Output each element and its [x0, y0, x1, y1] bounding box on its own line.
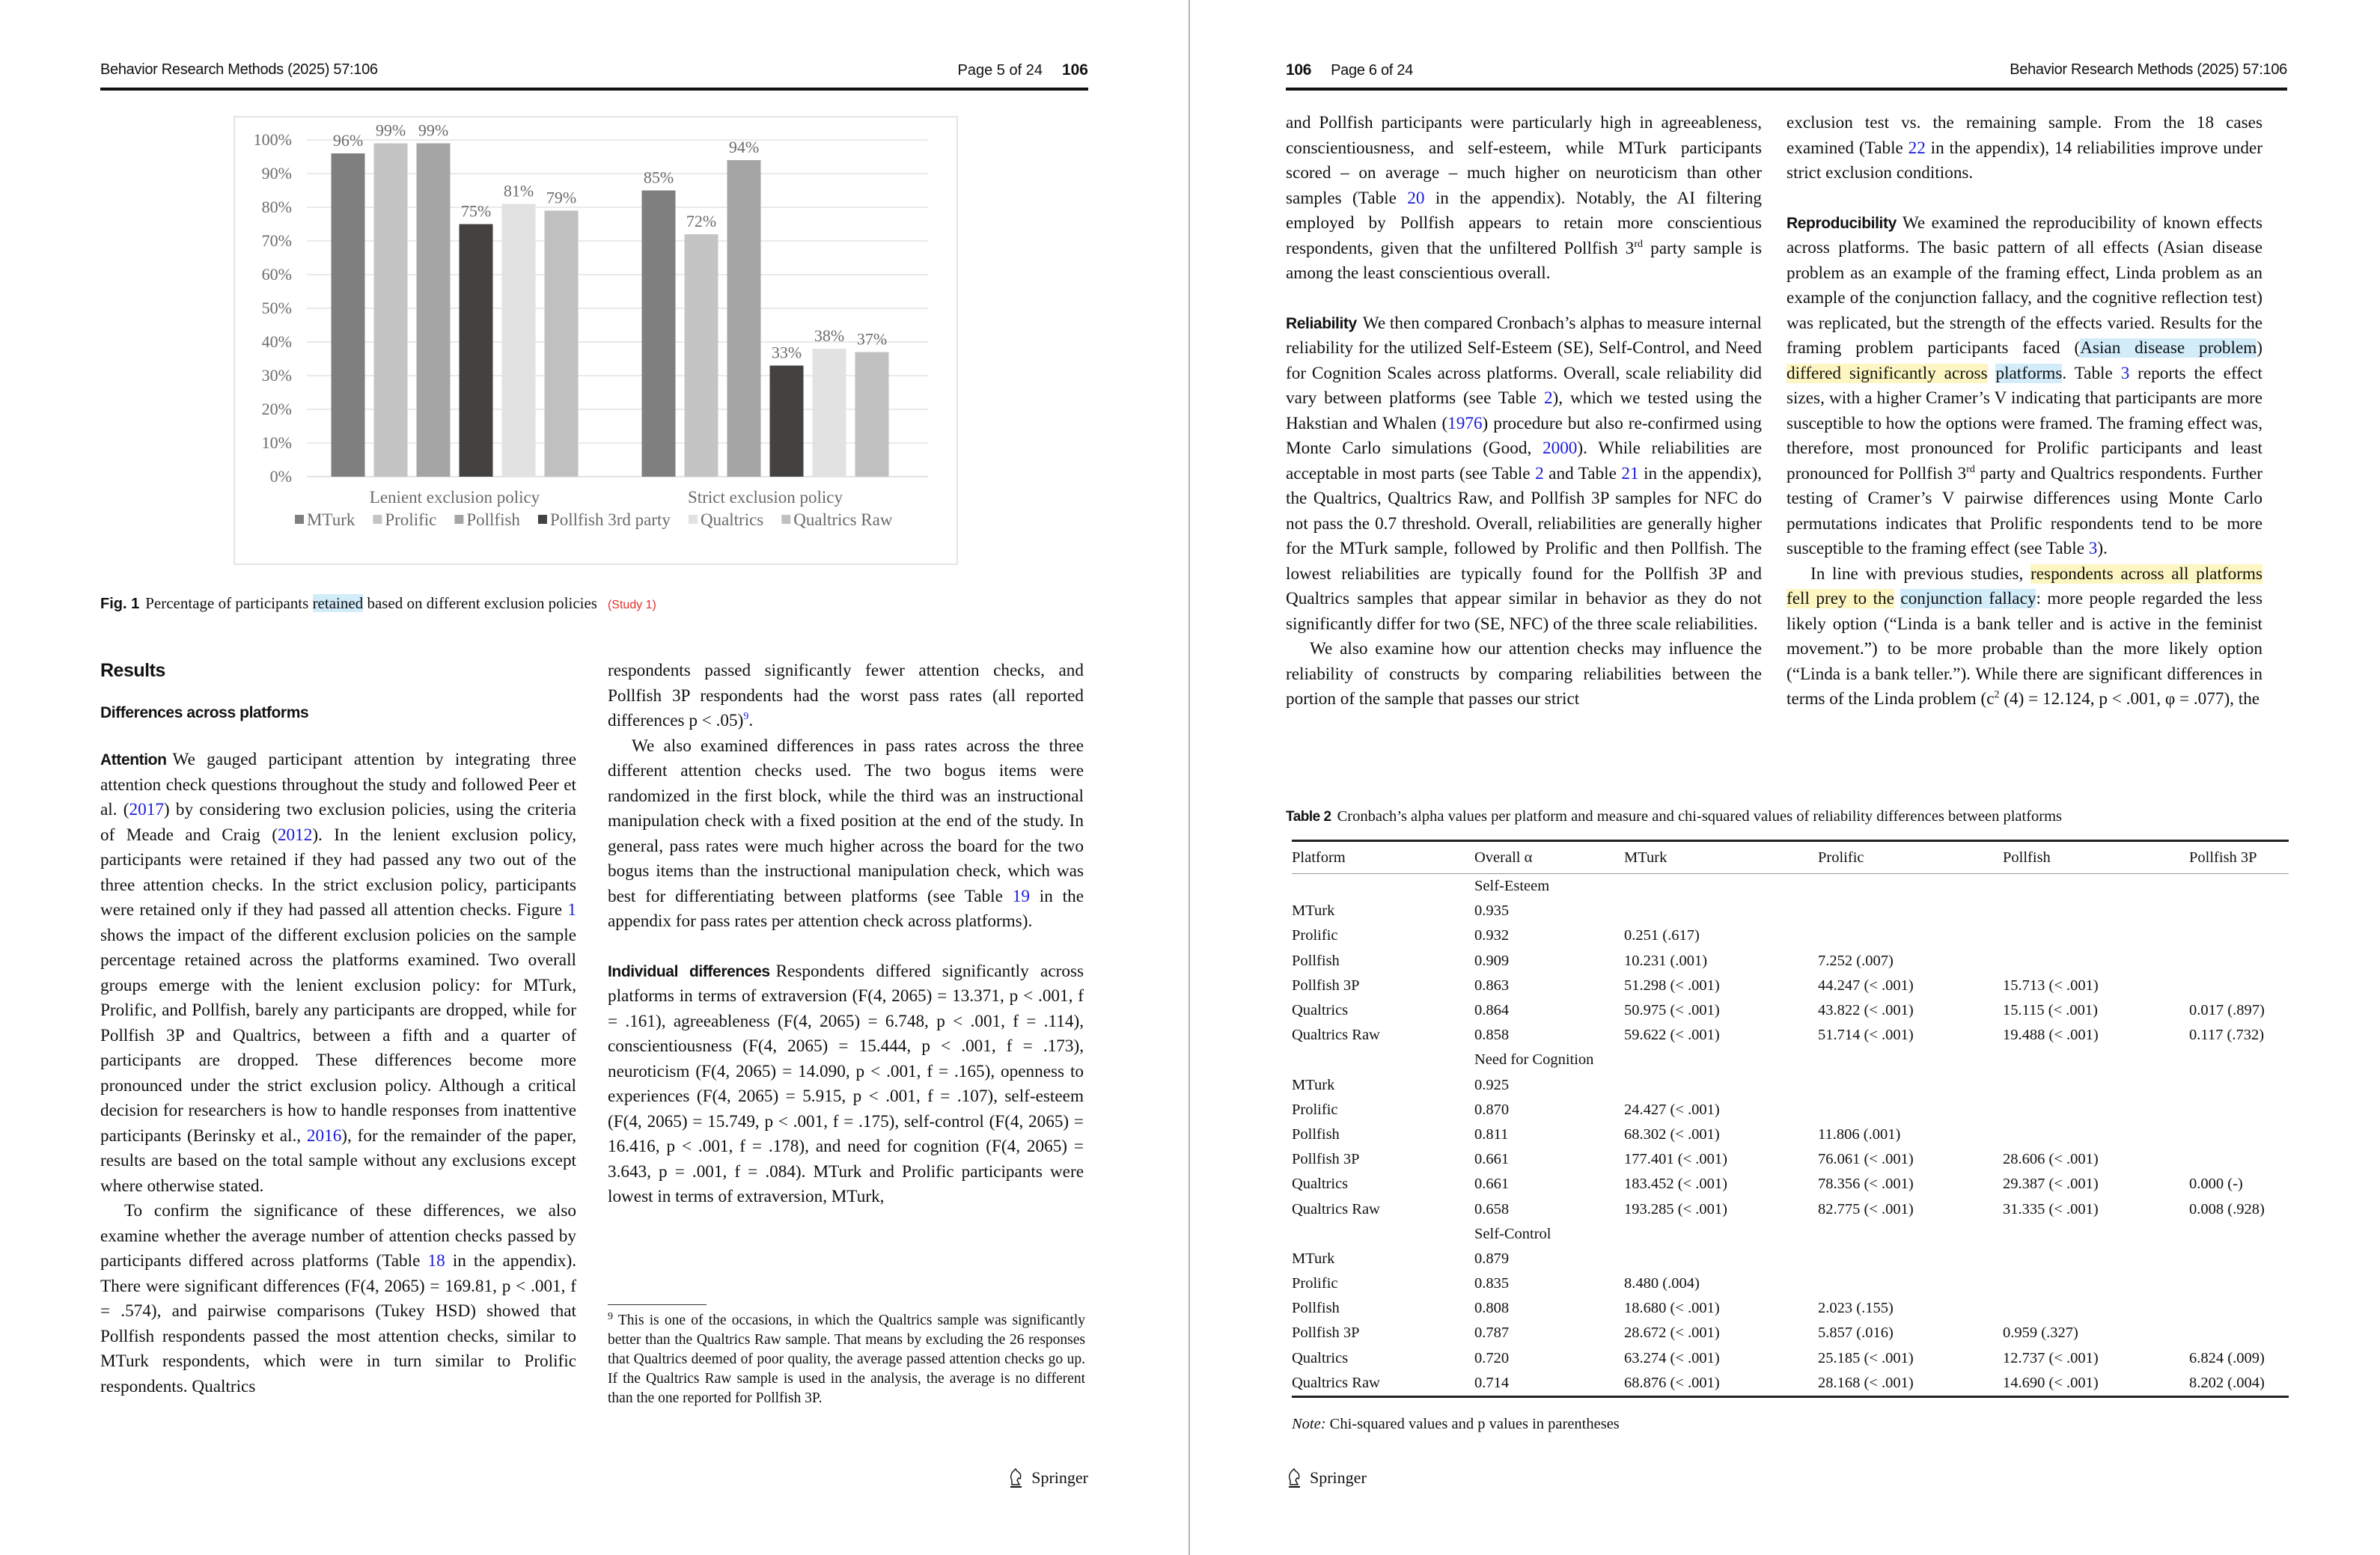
table-cell: 15.115 (< .001): [2003, 1002, 2098, 1019]
table-cell: 0.811: [1474, 1125, 1509, 1143]
paragraph-conjunction: In line with previous studies, respondents across all platforms fell prey to the conjunction fallacy: more people regarded the less likely option (“Linda is a bank teller and is active in the feminist movement.”) to be more probable than the more likely option (“Linda is a bank teller.”). While there are significant differences in terms of the Linda problem ($c^2$ (4) = 12.124, p < .001, φ = .077), the: [1786, 563, 2262, 709]
citation-link[interactable]: 2012: [277, 825, 313, 845]
table-row: [1292, 1197, 2289, 1221]
data-label: 38%: [814, 326, 845, 345]
table-cell: 31.335 (< .001): [2003, 1200, 2099, 1218]
table-row: [1292, 899, 2289, 923]
table-cell: [1624, 899, 1818, 923]
row-platform: MTurk: [1292, 902, 1335, 920]
table-cell: [2189, 1247, 2289, 1271]
row-platform: Pollfish: [1292, 1300, 1340, 1317]
table-row: [1292, 1247, 2289, 1271]
category-label: Lenient exclusion policy: [369, 488, 540, 507]
header-rule: [1286, 88, 2287, 91]
legend-entry: Qualtrics: [700, 510, 764, 529]
paragraph-continued: and Pollfish participants were particularly high in agreeableness, conscientiousness, and self-esteem, while MTurk participants scored – on average – much higher on neuroticism than other samples (Table 20 in the appendix). Notably, the AI filtering employed by Pollfish appears to retain more conscientious respondents, given that the unfiltered Pollfish 3rd party sample is among the least conscientious overall.: [1286, 113, 1763, 283]
row-platform: MTurk: [1292, 1076, 1335, 1093]
table-cell: [2189, 1073, 2289, 1098]
section-row: [1292, 1048, 2289, 1072]
table-cell: 24.427 (< .001): [1624, 1101, 1720, 1118]
y-tick-label: 10%: [261, 433, 292, 452]
section-heading-results: Results: [100, 660, 165, 681]
table-cell: 14.690 (< .001): [2003, 1371, 2189, 1397]
running-head-journal: Behavior Research Methods (2025) 57:106: [100, 61, 378, 78]
section-row: [1292, 874, 2289, 899]
y-tick-label: 40%: [261, 332, 292, 351]
data-label: 85%: [643, 168, 674, 187]
row-platform: Prolific: [1292, 927, 1338, 944]
legend-entry: Pollfish: [466, 510, 520, 529]
running-head-page-info: [958, 61, 1088, 79]
y-tick-label: 20%: [261, 400, 292, 418]
figure-caption: Fig. 1 Percentage of participants retained based on different exclusion policies (Study 1): [100, 594, 656, 612]
table-cell: [2189, 949, 2289, 974]
legend-swatch: [295, 515, 304, 524]
bar-qualtrics: [813, 349, 846, 477]
table-link[interactable]: 2: [1535, 463, 1544, 483]
legend-swatch: [538, 515, 547, 524]
table-cell: 2.023 (.155): [1818, 1300, 1894, 1317]
legend-swatch: [373, 515, 382, 524]
row-platform: MTurk: [1292, 1250, 1335, 1267]
table-caption: Table 2 Cronbach’s alpha values per platform and measure and chi-squared values of reliability differences between platforms: [1286, 808, 2063, 825]
table-cell: 7.252 (.007): [1818, 952, 1894, 969]
table-cell: 0.661: [1474, 1151, 1510, 1168]
table-cell: 0.925: [1474, 1076, 1510, 1093]
table-label: Table 2: [1286, 809, 1331, 825]
running-head-journal: Behavior Research Methods (2025) 57:106: [2010, 61, 2287, 78]
table-cell: [2189, 1147, 2289, 1172]
table-link[interactable]: 3: [2120, 363, 2130, 383]
table-cell: 0.864: [1474, 1002, 1510, 1019]
y-tick-label: 70%: [261, 231, 292, 250]
table-cell: 0.720: [1474, 1349, 1510, 1366]
right-column-2: [1786, 111, 2262, 712]
column-header: Prolific: [1818, 841, 2003, 874]
table-row: [1292, 1147, 2289, 1172]
table-link[interactable]: 21: [1621, 463, 1639, 483]
table-cell: [2189, 899, 2289, 923]
data-label: 99%: [375, 120, 406, 140]
bar-pollfish: [727, 160, 761, 477]
highlight-retained[interactable]: retained: [312, 594, 364, 612]
table-cell: 68.876 (< .001): [1624, 1371, 1818, 1397]
table-row: [1292, 1321, 2289, 1345]
table-cell: 0.808: [1474, 1300, 1510, 1317]
bar-prolific: [685, 234, 718, 477]
page-left: [0, 0, 1189, 1555]
table-cell: 28.168 (< .001): [1818, 1371, 2003, 1397]
table-cell: [1818, 1247, 2003, 1271]
table-cell: [2003, 1271, 2189, 1296]
table-cell: 0.935: [1474, 902, 1510, 920]
table-link[interactable]: 22: [1908, 138, 1926, 158]
table-cell: [1818, 899, 2003, 923]
table-note: Note: Chi-squared values and p values in parentheses: [1292, 1416, 1620, 1432]
table-cell: 0.661: [1474, 1176, 1510, 1193]
table-cell: 29.387 (< .001): [2003, 1176, 2099, 1193]
table-row: [1292, 1172, 2289, 1197]
table-row: [1292, 998, 2289, 1023]
table-cell: [1818, 1098, 2003, 1122]
row-platform: Pollfish 3P: [1292, 977, 1360, 994]
legend-swatch: [689, 515, 698, 524]
paragraph-continued: respondents passed significantly fewer attention checks, and Pollfish 3P respondents had the worst pass rates (all reported differences p < .05)$^9$.: [608, 661, 1084, 730]
section-label: Need for Cognition: [1474, 1051, 1594, 1069]
paragraph-attention-reliability: We also examine how our attention checks may influence the reliability of constructs by comparing reliabilities between the portion of the sample that passes our strict: [1286, 639, 1762, 709]
highlight-differed[interactable]: differed significantly across: [1786, 363, 1988, 383]
row-platform: Pollfish: [1292, 952, 1340, 969]
table-cell: 28.672 (< .001): [1624, 1325, 1720, 1342]
data-label: 81%: [503, 181, 534, 201]
table-cell: 82.775 (< .001): [1818, 1200, 1914, 1218]
footnote-9: $^9$ This is one of the occasions, in which the Qualtrics sample was significantly better than the Qualtrics Raw sample. That means by excluding the 26 responses that Qualtrics deemed of poor quality, the average passed attention checks go up. If the Qualtrics Raw sample is used in the analysis, the average is no different than the one reported for Pollfish 3P.: [608, 1310, 1085, 1406]
table-link[interactable]: 18: [427, 1251, 445, 1271]
table-row: [1292, 1296, 2289, 1321]
page-of-label: Page 6 of 24: [1331, 62, 1413, 79]
table-cell: 18.680 (< .001): [1624, 1300, 1720, 1317]
table-cell: 0.879: [1474, 1250, 1510, 1267]
table-cell: 6.824 (.009): [2189, 1349, 2265, 1366]
data-label: 33%: [771, 343, 802, 362]
table-cell: 0.932: [1474, 927, 1510, 944]
paragraph-pass-rates: We also examined differences in pass rates across the three different attention checks used. The two bogus items were randomized in the first block, while the third was an instructional manipulation check with a fixed position at the end of the study. In general, pass rates were much higher across the board for the two bogus items than the instructional manipulation check, which was best for differentiating between platforms (see Table 19 in the appendix for pass rates per attention check across platforms).: [608, 736, 1084, 931]
table-row: [1292, 949, 2289, 974]
figure-label: Fig. 1: [100, 596, 140, 612]
table-row: [1292, 1098, 2289, 1122]
running-head-page-info: [1286, 61, 1413, 79]
table-cell: [2003, 949, 2189, 974]
legend-entry: Prolific: [385, 510, 437, 529]
table-cell: 8.480 (.004): [1624, 1275, 1700, 1292]
table-cell: [2189, 974, 2289, 998]
bar-pollfish-3rd-party: [460, 224, 493, 477]
table-cell: 5.857 (.016): [1818, 1325, 1894, 1342]
bar-qualtrics: [502, 204, 536, 477]
highlight-respondents[interactable]: respondents across all platforms fell prey to the: [1786, 563, 2262, 608]
paragraph-attention: Attention We gauged participant attention by integrating three attention check questions throughout the study and followed Peer et al. (2017) by considering two exclusion policies, using the criteria of Meade and Craig (2012). In the lenient exclusion policy, participants were retained if they had passed any two out of the three attention checks. In the strict exclusion policy, participants were retained only if they had passed all attention checks. Figure 1 shows the impact of the different exclusion policies on the sample percentage retained across the platforms examined. Two overall groups emerge with the lenient exclusion policy: for MTurk, Prolific, and Pollfish, barely any participants are dropped, while for Pollfish 3P and Qualtrics, between a fifth and a quarter of participants are dropped. These differences become more pronounced under the strict exclusion policy. Although a critical decision for researchers is how to handle responses from inattentive participants (Berinsky et al., 2016), for the remainder of the paper, results are based on the total sample without any exclusions except where otherwise stated.: [100, 750, 576, 1196]
legend-swatch: [454, 515, 463, 524]
table-cell: 0.835: [1474, 1275, 1510, 1292]
row-platform: Pollfish 3P: [1292, 1151, 1360, 1168]
table-link[interactable]: 2: [1543, 388, 1553, 408]
paragraph-significance: To confirm the significance of these differences, we also examine whether the average number of attention checks passed by participants differed across platforms (Table 18 in the appendix). There were significant differences (F(4, 2065) = 169.81, p < .001, f = .574), and pairwise comparisons (Tukey HSD) showed that Pollfish respondents passed the most attention checks, similar to MTurk respondents, which were in turn similar to Prolific respondents. Qualtrics: [100, 1201, 576, 1396]
table-row: [1292, 974, 2289, 998]
data-label: 79%: [546, 188, 577, 207]
table-cell: [2003, 923, 2189, 948]
right-column-1: [1286, 111, 1762, 712]
table-cell: [2189, 1296, 2289, 1321]
table-cell: 43.822 (< .001): [1818, 1002, 1914, 1019]
column-header: Pollfish 3P: [2189, 841, 2289, 874]
citation-link[interactable]: 1976: [1447, 413, 1483, 433]
highlight-asian-disease[interactable]: Asian disease problem: [2080, 338, 2257, 358]
table-cell: 68.302 (< .001): [1624, 1125, 1720, 1143]
category-label: Strict exclusion policy: [688, 488, 843, 507]
table-cell: 0.251 (.617): [1624, 927, 1700, 944]
table-link[interactable]: 20: [1407, 188, 1425, 208]
legend-entry: Pollfish 3rd party: [549, 510, 671, 529]
table-cell: 51.298 (< .001): [1624, 977, 1720, 994]
table-cell: 0.000 (-): [2189, 1176, 2243, 1193]
y-tick-label: 60%: [261, 265, 292, 284]
data-label: 94%: [728, 138, 760, 156]
column-header: MTurk: [1624, 841, 1818, 874]
data-label: 96%: [332, 131, 364, 150]
section-row: [1292, 1222, 2289, 1247]
row-platform: Prolific: [1292, 1275, 1338, 1292]
paragraph-individual-differences: Individual differences Respondents differed significantly across platforms in terms of extraversion (F(4, 2065) = 13.371, p < .001, f = .161), agreeableness (F(4, 2065) = 6.748, p < .001, f = .114), conscientiousness (F(4, 2065) = 15.444, p < .001, f = .173), neuroticism (F(4, 2065) = 14.090, p < .001, f = .165), openness to experiences (F(4, 2065) = 5.915, p < .001, f = .107), self-esteem (F(4, 2065) = 15.749, p < .001, f = .175), self-control (F(4, 2065) = 16.416, p < .001, f = .178), and need for cognition (F(4, 2065) = 3.643, p = .001, f = .084). MTurk and Prolific participants were lowest in terms of extraversion, MTurk,: [608, 961, 1084, 1206]
table-link[interactable]: 3: [2088, 539, 2098, 558]
page-of-label: Page 5 of 24: [957, 62, 1043, 79]
page-right: [1190, 0, 2380, 1555]
table-cell: 0.870: [1474, 1101, 1510, 1118]
bar-pollfish-3rd-party: [770, 366, 804, 477]
table-cell: 51.714 (< .001): [1818, 1027, 1914, 1044]
table-cell: 177.401 (< .001): [1624, 1151, 1727, 1168]
table-row: [1292, 1371, 2289, 1397]
row-platform: Qualtrics: [1292, 1176, 1349, 1193]
figure-1-chart: [234, 116, 958, 565]
springer-knight-icon: [1007, 1467, 1025, 1489]
article-number: 106: [1061, 61, 1088, 79]
table-cell: 0.959 (.327): [2003, 1325, 2078, 1342]
table-cell: 15.713 (< .001): [2003, 977, 2099, 994]
legend-entry: MTurk: [307, 510, 356, 529]
row-platform: Prolific: [1292, 1101, 1338, 1118]
citation-link[interactable]: 2000: [1543, 439, 1578, 458]
y-tick-label: 100%: [253, 130, 292, 149]
footnote-link[interactable]: 9: [743, 711, 749, 723]
row-platform: Pollfish 3P: [1292, 1325, 1360, 1342]
row-platform: Qualtrics: [1292, 1002, 1349, 1019]
table-cell: 12.737 (< .001): [2003, 1349, 2099, 1366]
table-cell: [2189, 1271, 2289, 1296]
table-cell: 183.452 (< .001): [1624, 1176, 1727, 1193]
bar-mturk: [642, 191, 676, 477]
table-cell: 0.714: [1474, 1371, 1624, 1397]
table-cell: 0.008 (.928): [2189, 1200, 2265, 1218]
table-cell: 10.231 (.001): [1624, 952, 1708, 969]
row-platform: Pollfish: [1292, 1125, 1340, 1143]
publisher-logo: Springer: [1286, 1467, 1367, 1489]
data-label: 75%: [460, 201, 492, 221]
row-platform: Qualtrics Raw: [1292, 1371, 1474, 1397]
bar-qualtrics-raw: [855, 352, 889, 477]
table-cell: [1624, 1247, 1818, 1271]
section-label: Self-Esteem: [1474, 878, 1550, 895]
legend-swatch: [781, 515, 790, 524]
study-annotation[interactable]: (Study 1): [607, 599, 656, 611]
table-cell: [2189, 1122, 2289, 1147]
table-cell: 193.285 (< .001): [1624, 1200, 1727, 1218]
bar-qualtrics-raw: [545, 211, 579, 477]
citation-link[interactable]: 2017: [129, 800, 164, 819]
table-cell: 50.975 (< .001): [1624, 1002, 1720, 1019]
table-cell: [2003, 1073, 2189, 1098]
row-platform: Qualtrics Raw: [1292, 1027, 1380, 1044]
table-cell: 0.909: [1474, 952, 1510, 969]
table-row: [1292, 923, 2289, 948]
footnote-rule: [608, 1304, 707, 1305]
bar-mturk: [332, 153, 365, 477]
column-header: Overall α: [1474, 841, 1624, 874]
table-cell: 0.117 (.732): [2189, 1027, 2265, 1044]
left-column-2: [608, 659, 1084, 1210]
citation-link[interactable]: 2016: [306, 1125, 342, 1146]
table-cell: 0.863: [1474, 977, 1510, 994]
table-cell: [2189, 1098, 2289, 1122]
legend-entry: Qualtrics Raw: [793, 510, 893, 529]
table-cell: 59.622 (< .001): [1624, 1027, 1720, 1044]
y-tick-label: 50%: [261, 299, 292, 317]
table-cell: 19.488 (< .001): [2003, 1027, 2099, 1044]
section-label: Self-Control: [1474, 1225, 1551, 1242]
table-cell: [1624, 1073, 1818, 1098]
table-cell: 76.061 (< .001): [1818, 1151, 1914, 1168]
table-cell: [1818, 923, 2003, 948]
table-link[interactable]: 19: [1012, 886, 1030, 906]
bar-chart: [235, 117, 956, 563]
table-cell: 0.658: [1474, 1200, 1510, 1218]
table-row: [1292, 1122, 2289, 1147]
table-header-row: [1292, 841, 2289, 874]
publisher-logo: Springer: [1007, 1467, 1088, 1489]
table-cell: 28.606 (< .001): [2003, 1151, 2099, 1168]
table-cell: [2003, 899, 2189, 923]
highlight-conjunction-fallacy[interactable]: conjunction fallacy: [1900, 589, 2036, 608]
table-row: [1292, 1346, 2289, 1371]
article-number: 106: [1286, 61, 1312, 79]
table-cell: 0.787: [1474, 1325, 1510, 1342]
table-row: [1292, 1073, 2289, 1098]
highlight-platforms[interactable]: platforms: [1995, 363, 2063, 383]
bar-pollfish: [417, 144, 451, 477]
subsection-heading: Differences across platforms: [100, 703, 309, 721]
paragraph-reliability: Reliability We then compared Cronbach’s alphas to measure internal reliability for the utilized Self-Esteem (SE), Self-Control, and Need for Cognition Scales across platforms. Overall, scale reliability did vary between platforms (see Table 2), which we tested using the Hakstian and Whalen (1976) procedure but also re-confirmed using Monte Carlo simulations (Good, 2000). While reliabilities are acceptable in most parts (see Table 2 and Table 21 in the appendix), the Qualtrics, Qualtrics Raw, and Pollfish 3P samples for NFC do not pass the 0.7 threshold. Overall, reliabilities are generally higher for the MTurk sample, followed by Prolific and then Pollfish. The lowest reliabilities are typically found for the Pollfish 3P and Qualtrics samples that appear similar in behavior as they do not significantly differ for two (SE, NFC) of the three scale reliabilities.: [1286, 313, 1762, 634]
y-tick-label: 0%: [269, 467, 292, 486]
column-header: Platform: [1292, 841, 1474, 874]
table-cell: [2003, 1098, 2189, 1122]
table-cell: 63.274 (< .001): [1624, 1349, 1720, 1366]
table-cell: [2189, 1321, 2289, 1345]
figure-link[interactable]: 1: [567, 900, 576, 920]
table-cell: [1818, 1271, 2003, 1296]
table-cell: [2003, 1122, 2189, 1147]
table-cell: 0.858: [1474, 1027, 1510, 1044]
table-cell: 0.017 (.897): [2189, 1002, 2265, 1019]
row-platform: Qualtrics Raw: [1292, 1200, 1380, 1218]
table-cell: 78.356 (< .001): [1818, 1176, 1914, 1193]
table-cell: [2003, 1247, 2189, 1271]
paragraph-reproducibility: Reproducibility We examined the reproducibility of known effects across platforms. The basic pattern of all effects (Asian disease problem as an example of the framing effect, Linda problem as an example of the conjunction fallacy, and the cognitive reflection test) was replicated, but the strength of the effects varied. Results for the framing problem participants faced (Asian disease problem) differed significantly across platforms. Table 3 reports the effect sizes, with a higher Cramer’s V indicating that participants are more susceptible to how the options were framed. The framing effect was, therefore, most pronounced for Prolific participants and least pronounced for Pollfish 3rd party and Qualtrics respondents. Further testing of Cramer’s V pairwise differences using Monte Carlo permutations indicates that Prolific respondents tend to be more susceptible to the framing effect (see Table 3).: [1786, 213, 2263, 558]
table-cell: [2189, 923, 2289, 948]
table-cell: 8.202 (.004): [2189, 1371, 2289, 1397]
data-label: 37%: [856, 329, 888, 349]
data-label: 72%: [686, 212, 717, 230]
paragraph-continued: exclusion test vs. the remaining sample. From the 18 cases examined (Table 22 in the appendix), 14 reliabilities improve under strict exclusion conditions.: [1786, 113, 2262, 183]
table-cell: 25.185 (< .001): [1818, 1349, 1914, 1366]
y-tick-label: 90%: [261, 164, 292, 183]
left-column-1: [100, 659, 576, 1399]
y-tick-label: 30%: [261, 366, 292, 385]
data-label: 99%: [418, 120, 449, 140]
column-header: Pollfish: [2003, 841, 2189, 874]
table-cell: [1818, 1073, 2003, 1098]
table-row: [1292, 1271, 2289, 1296]
header-rule: [100, 88, 1088, 91]
y-tick-label: 80%: [261, 198, 292, 216]
table-cell: 11.806 (.001): [1818, 1125, 1901, 1143]
springer-knight-icon: [1286, 1467, 1304, 1489]
reliability-table: [1292, 840, 2289, 1398]
table-row: [1292, 1023, 2289, 1048]
bar-prolific: [374, 144, 408, 477]
table-cell: [2003, 1296, 2189, 1321]
table-cell: 44.247 (< .001): [1818, 977, 1914, 994]
row-platform: Qualtrics: [1292, 1349, 1349, 1366]
